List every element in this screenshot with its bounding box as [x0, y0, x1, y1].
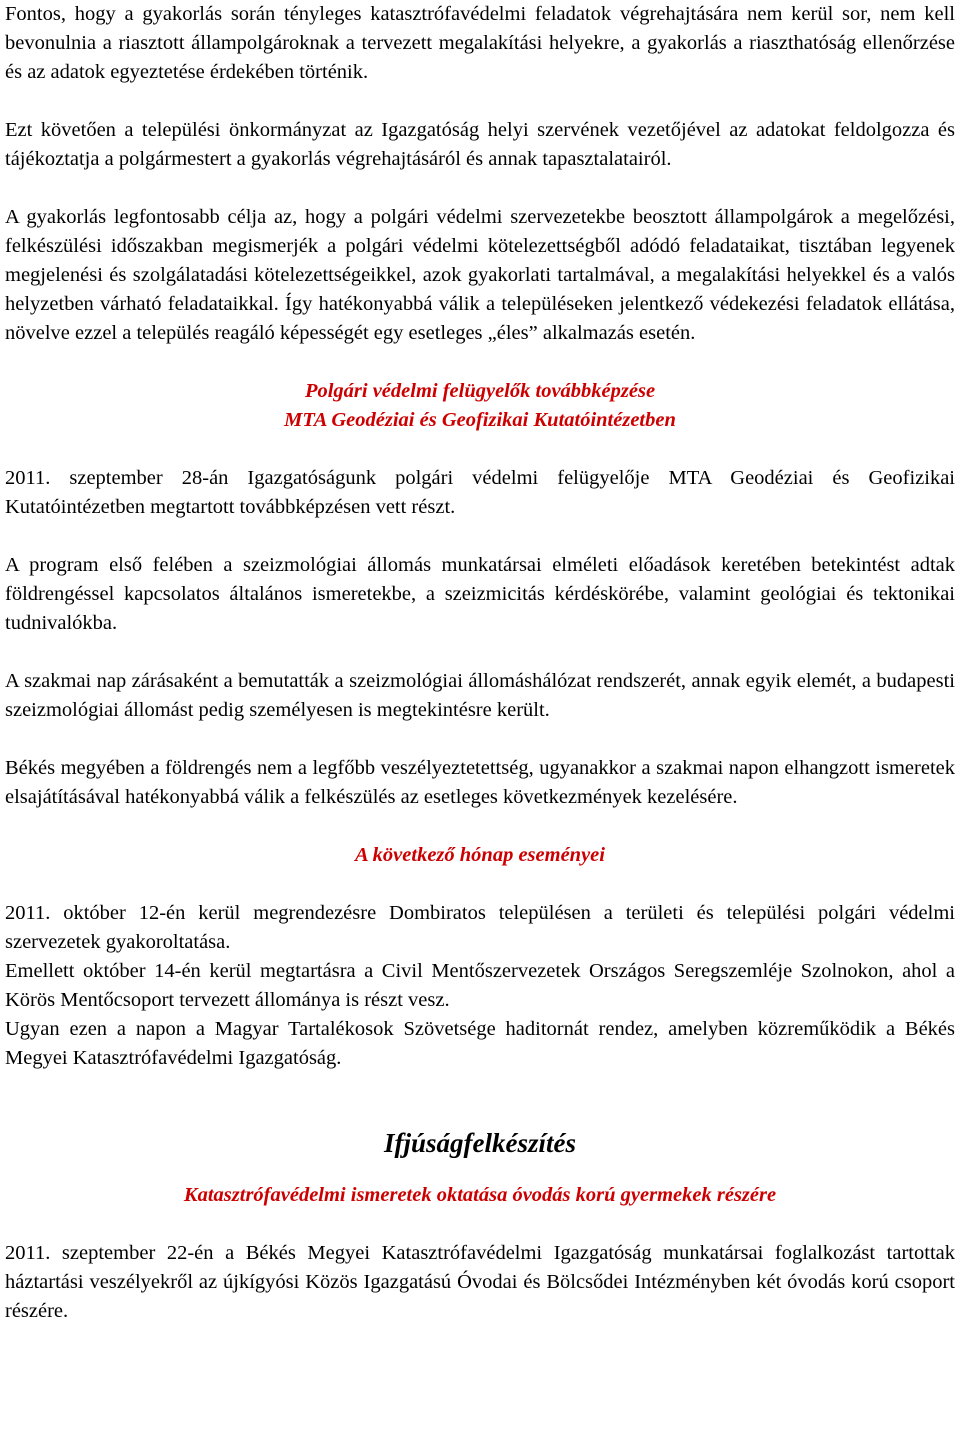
section-events-title: A következő hónap eseményei	[355, 844, 605, 866]
paragraph-drill-purpose: Fontos, hogy a gyakorlás során tényleges katasztrófavédelmi feladatok végrehajtására nem kerül sor, nem kell bevonulnia a riasztott állampolgároknak a tervezett megalakítási helyekre, a gyakorlás a riaszthatóság ellenőrzése és az adatok egyeztetése érdekében történik.	[5, 3, 955, 83]
document-page	[5, 0, 955, 1326]
paragraph-training-intro: 2011. szeptember 28-án Igazgatóságunk polgári védelmi felügyelője MTA Geodéziai és Geofizikai Kutatóintézetben megtartott továbbképzésen vett részt.	[5, 467, 955, 518]
paragraph-event-dombiratos: 2011. október 12-én kerül megrendezésre Dombiratos településen a területi és települési polgári védelmi szervezetek gyakoroltatása.	[5, 902, 955, 953]
paragraph-training-closing: A szakmai nap zárásaként a bemutatták a szeizmológiai állomáshálózat rendszerét, annak egyik elemét, a budapesti szeizmológiai állomást pedig személyesen is megtekintésre került.	[5, 670, 955, 721]
section-training-title-line1: Polgári védelmi felügyelők továbbképzése	[304, 380, 656, 402]
paragraph-event-haditorna: Ugyan ezen a napon a Magyar Tartalékosok Szövetsége haditornát rendez, amelyben közreműködik a Békés Megyei Katasztrófavédelmi Igazgatóság.	[5, 1018, 955, 1069]
paragraph-training-program: A program első felében a szeizmológiai állomás munkatársai elméleti előadások keretében betekintést adtak földrengéssel kapcsolatos általános ismeretekbe, a szeizmicitás kérdéskörébe, valamint geológiai és tektonikai tudnivalókba.	[5, 554, 955, 634]
paragraph-youth-kindergarten: 2011. szeptember 22-én a Békés Megyei Katasztrófavédelmi Igazgatóság munkatársai foglalkozást tartottak háztartási veszélyekről az újkígyósi Közös Igazgatású Óvodai és Bölcsődei Intézményben két óvodás korú csoport részére.	[5, 1242, 955, 1322]
paragraph-training-relevance: Békés megyében a földrengés nem a legfőbb veszélyeztetettség, ugyanakkor a szakmai napon elhangzott ismeretek elsajátításával hatékonyabbá válik a felkészülés az esetleges következmények kezelésére.	[5, 757, 955, 808]
section-youth-subtitle: Katasztrófavédelmi ismeretek oktatása óvodás korú gyermekek részére	[183, 1184, 777, 1206]
paragraph-data-processing: Ezt követően a települési önkormányzat az Igazgatóság helyi szervének vezetőjével az adatokat feldolgozza és tájékoztatja a polgármestert a gyakorlás végrehajtásáról és annak tapasztalatairól.	[5, 119, 955, 170]
section-training-title-line2: MTA Geodéziai és Geofizikai Kutatóintézetben	[284, 409, 676, 431]
paragraph-drill-goal: A gyakorlás legfontosabb célja az, hogy a polgári védelmi szervezetekbe beosztott állampolgárok a megelőzési, felkészülési időszakban megismerjék a polgári védelmi kötelezettségből adódó feladataikat, tisztában legyenek megjelenési és szolgálatadási kötelezettségeikkel, azok gyakorlati tartalmával, a megalakítási helyekkel és a valós helyzetben várható feladataikkal. Így hatékonyabbá válik a településeken jelentkező védekezési feladatok ellátása, növelve ezzel a település reagáló képességét egy esetleges „éles” alkalmazás esetén.	[5, 206, 955, 344]
section-training-heading	[5, 377, 955, 435]
section-youth-title: Ifjúságfelkészítés	[384, 1128, 576, 1158]
paragraph-event-szolnok: Emellett október 14-én kerül megtartásra a Civil Mentőszervezetek Országos Seregszemléje Szolnokon, ahol a Körös Mentőcsoport tervezett állománya is részt vesz.	[5, 960, 955, 1011]
